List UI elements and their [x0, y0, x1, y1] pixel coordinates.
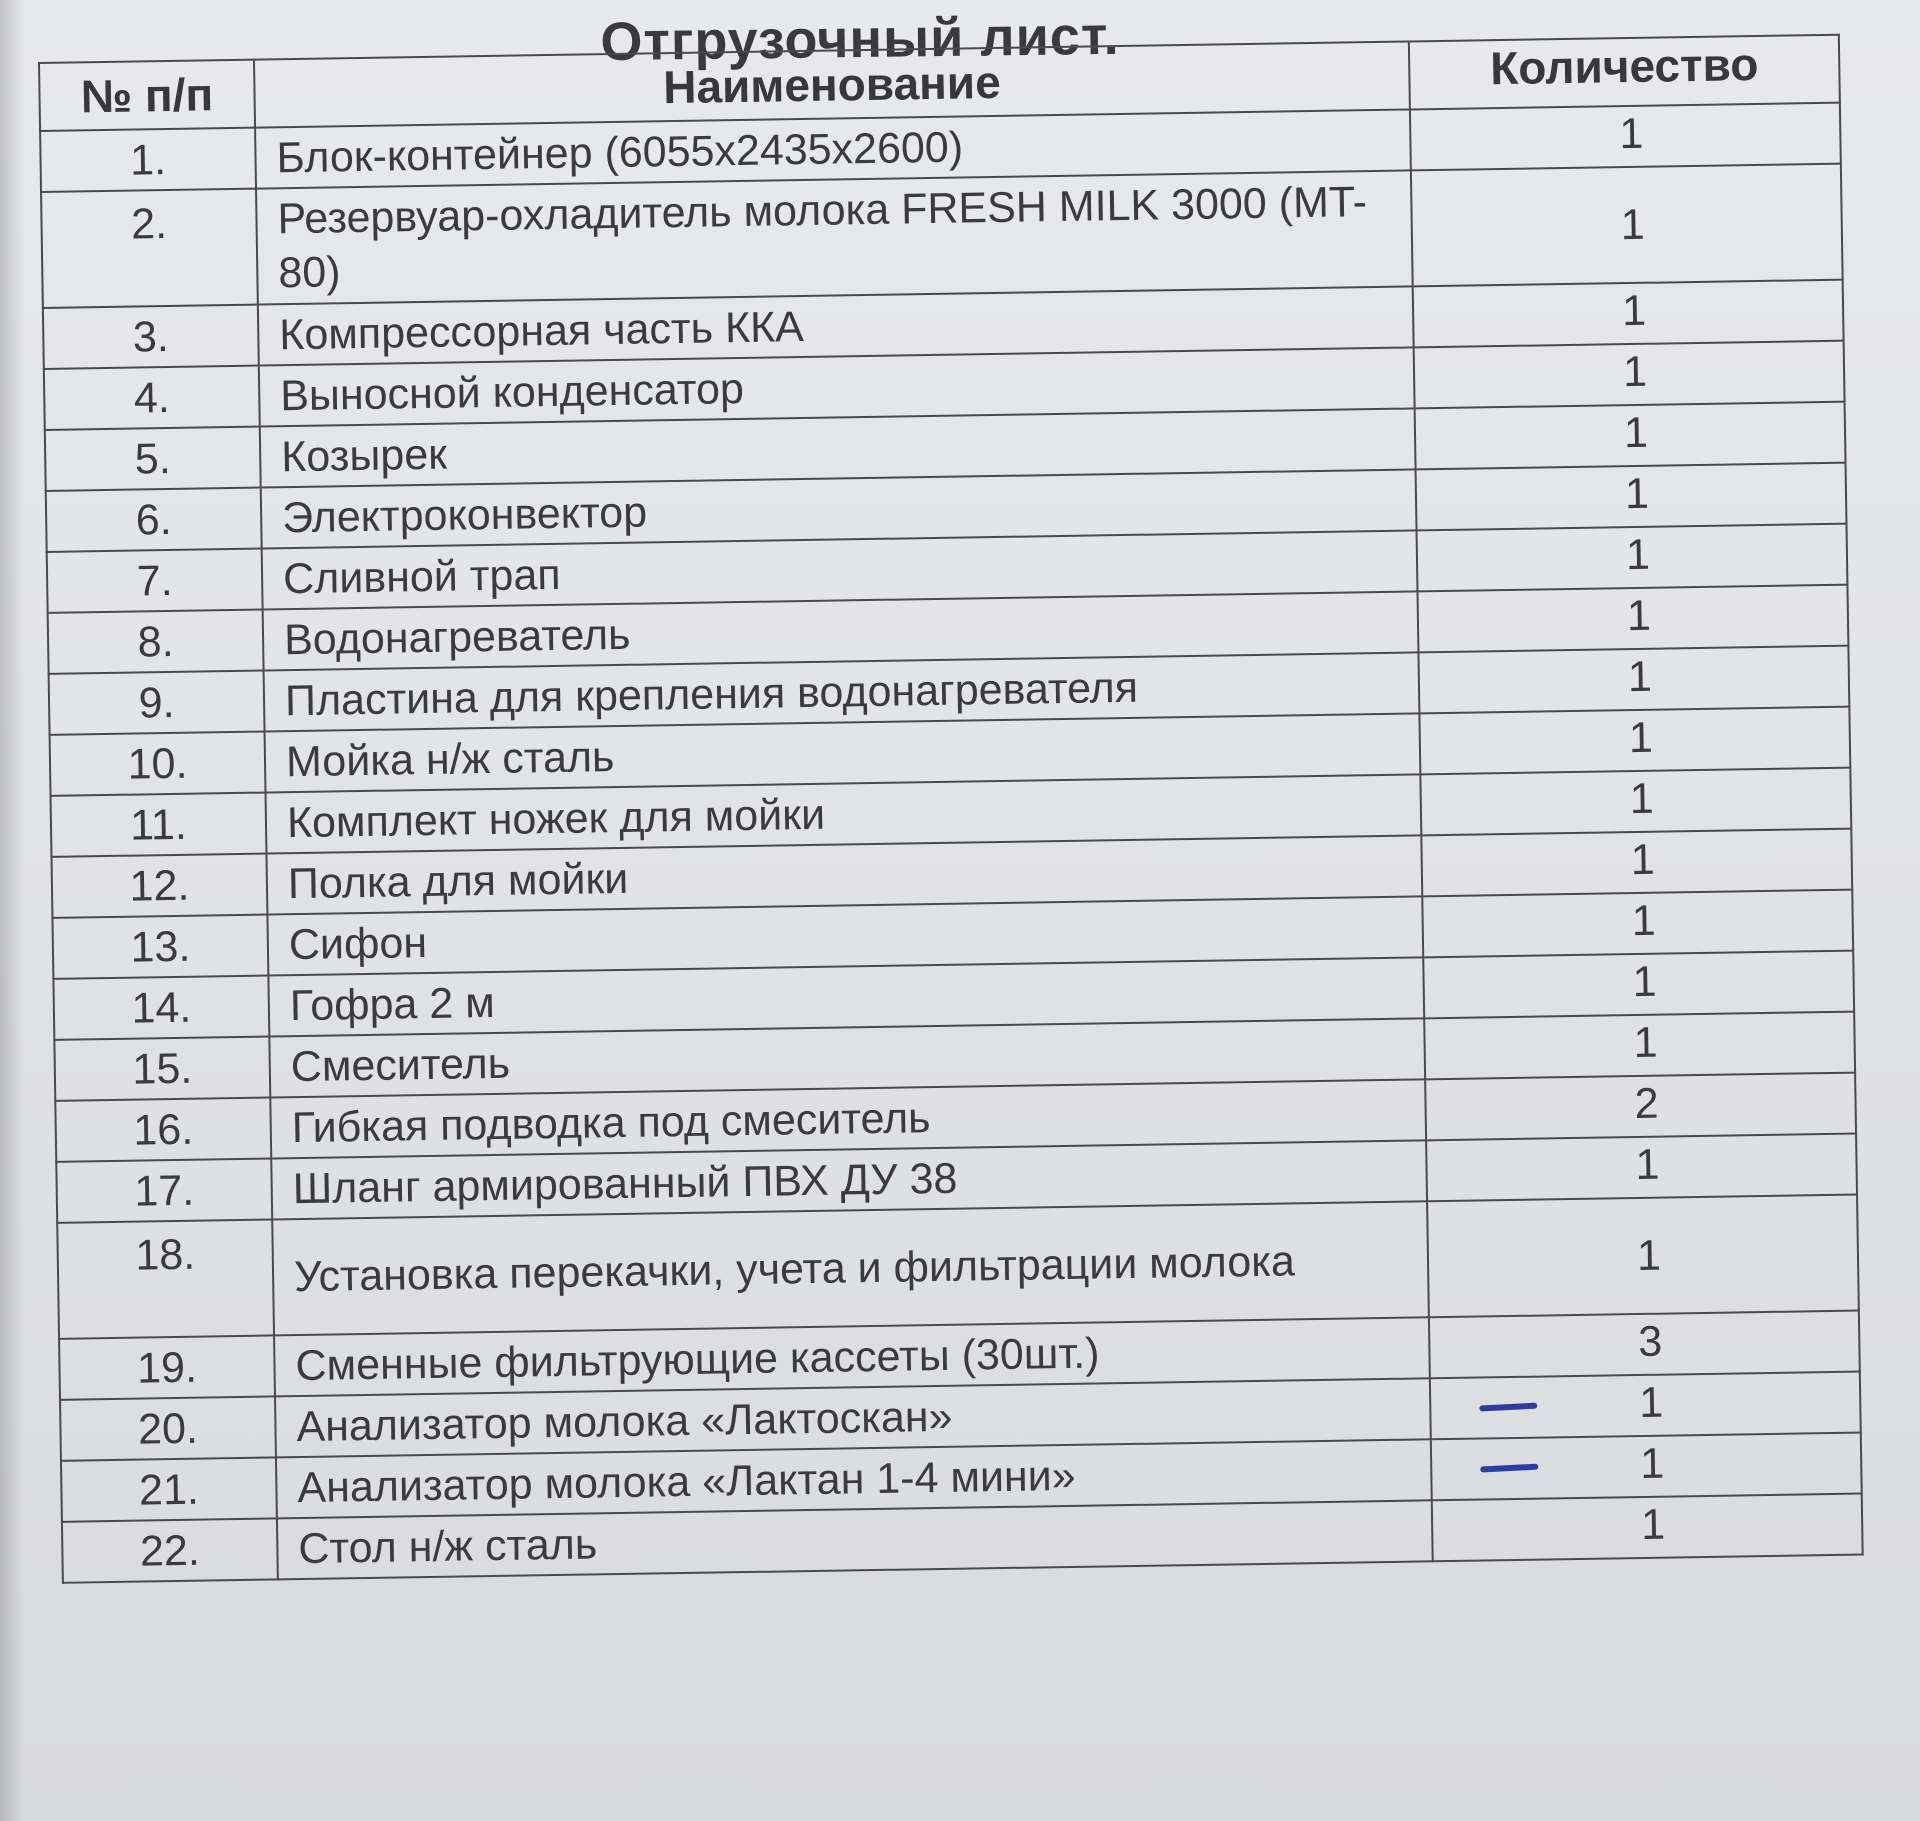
row-qty-cell — [1416, 463, 1847, 531]
row-number: 6. — [46, 488, 262, 552]
row-qty: 1 — [1635, 1140, 1660, 1190]
row-qty: 1 — [1627, 652, 1653, 702]
row-name: Сифон — [267, 896, 1423, 975]
row-name: Компрессорная часть ККА — [258, 286, 1414, 365]
row-number: 11. — [51, 793, 267, 857]
row-qty-cell — [1429, 1311, 1860, 1379]
row-qty: 1 — [1628, 713, 1654, 763]
row-qty: 3 — [1637, 1317, 1663, 1367]
row-qty-cell — [1430, 1372, 1861, 1440]
row-qty: 1 — [1632, 957, 1657, 1007]
row-qty: 1 — [1623, 408, 1649, 458]
row-name: Шланг армированный ПВХ ДУ 38 — [271, 1140, 1427, 1219]
row-number: 2. — [41, 189, 258, 308]
row-number: 3. — [43, 305, 259, 369]
row-number: 4. — [44, 366, 260, 430]
column-header-name: Наименование — [254, 41, 1410, 127]
row-qty: 1 — [1618, 109, 1644, 159]
row-name: Полка для мойки — [266, 835, 1422, 914]
row-qty: 1 — [1633, 1018, 1658, 1068]
row-number: 21. — [61, 1457, 277, 1521]
row-number: 17. — [56, 1158, 272, 1222]
row-name: Резервуар-охладитель молока FRESH MILK 3000 (MT-80) — [256, 170, 1413, 304]
row-qty-cell — [1415, 402, 1846, 470]
row-qty-cell — [1418, 646, 1849, 714]
row-name: Стол н/ж сталь — [277, 1500, 1433, 1579]
row-qty-cell — [1413, 280, 1844, 348]
page-edge-shadow — [0, 0, 24, 1821]
row-number: 19. — [59, 1335, 275, 1399]
row-qty-cell — [1427, 1195, 1859, 1318]
row-number: 12. — [51, 854, 267, 918]
row-name: Установка перекачки, учета и фильтрации молока — [272, 1201, 1429, 1335]
row-number: 20. — [60, 1396, 276, 1460]
handwritten-dash-mark — [1479, 1403, 1537, 1412]
row-number: 7. — [47, 549, 263, 613]
row-qty-cell — [1417, 585, 1848, 653]
row-number: 5. — [45, 427, 261, 491]
row-number: 13. — [52, 915, 268, 979]
row-number: 15. — [54, 1036, 270, 1100]
row-number: 9. — [49, 671, 265, 735]
row-qty: 1 — [1629, 774, 1655, 824]
row-qty: 2 — [1634, 1079, 1659, 1129]
row-number: 14. — [53, 975, 269, 1039]
row-qty-cell — [1419, 707, 1850, 775]
row-qty: 1 — [1639, 1439, 1665, 1489]
row-qty: 1 — [1638, 1378, 1664, 1428]
row-qty: 1 — [1630, 835, 1656, 885]
row-name: Козырек — [260, 408, 1416, 487]
row-qty-cell — [1425, 1073, 1856, 1141]
row-qty: 1 — [1625, 530, 1651, 580]
row-qty-cell — [1417, 524, 1848, 592]
row-number: 8. — [48, 610, 264, 674]
row-number: 10. — [50, 732, 266, 796]
row-name: Блок-контейнер (6055x2435x2600) — [255, 109, 1411, 188]
page-title: Отгрузочный лист. — [600, 5, 1120, 73]
row-number: 22. — [62, 1518, 278, 1582]
row-name: Гофра 2 м — [268, 957, 1424, 1036]
row-number: 16. — [55, 1097, 271, 1161]
row-name: Водонагреватель — [263, 591, 1419, 670]
row-qty: 1 — [1622, 347, 1648, 397]
row-qty: 1 — [1624, 469, 1650, 519]
row-qty-cell — [1410, 103, 1841, 171]
column-header-qty: Количество — [1409, 35, 1840, 110]
row-qty-cell — [1420, 768, 1851, 836]
column-header-num: № п/п — [39, 60, 255, 131]
row-number: 1. — [40, 128, 256, 192]
row-qty-cell — [1411, 164, 1843, 287]
row-name: Гибкая подводка под смеситель — [270, 1079, 1426, 1158]
row-name: Сливной трап — [262, 530, 1418, 609]
items-table-wrapper — [38, 33, 1900, 1584]
row-name: Мойка н/ж сталь — [265, 713, 1421, 792]
row-name: Анализатор молока «Лактоскан» — [275, 1378, 1431, 1457]
row-qty-cell — [1421, 829, 1852, 897]
row-qty: 1 — [1640, 1500, 1666, 1549]
row-qty-cell — [1414, 341, 1845, 409]
row-number: 18. — [57, 1219, 274, 1338]
row-qty-cell — [1426, 1134, 1857, 1202]
row-name: Выносной конденсатор — [259, 347, 1415, 426]
row-qty: 1 — [1621, 286, 1647, 336]
row-qty-cell — [1423, 951, 1854, 1019]
row-qty-cell — [1432, 1494, 1863, 1562]
row-name: Пластина для крепления водонагревателя — [264, 652, 1420, 731]
row-qty: 1 — [1626, 591, 1652, 641]
row-name: Анализатор молока «Лактан 1-4 мини» — [276, 1439, 1432, 1518]
row-qty: 1 — [1631, 896, 1657, 946]
row-qty-cell — [1422, 890, 1853, 958]
row-name: Комплект ножек для мойки — [266, 774, 1422, 853]
row-qty-cell — [1424, 1012, 1855, 1080]
items-table — [38, 34, 1864, 1584]
row-qty: 1 — [1620, 200, 1646, 250]
row-qty: 1 — [1636, 1231, 1662, 1281]
row-name: Электроконвектор — [261, 469, 1417, 548]
row-name: Смеситель — [269, 1018, 1425, 1097]
handwritten-dash-mark — [1480, 1464, 1538, 1473]
row-name: Сменные фильтрующие кассеты (30шт.) — [274, 1317, 1430, 1396]
row-qty-cell — [1431, 1433, 1862, 1501]
